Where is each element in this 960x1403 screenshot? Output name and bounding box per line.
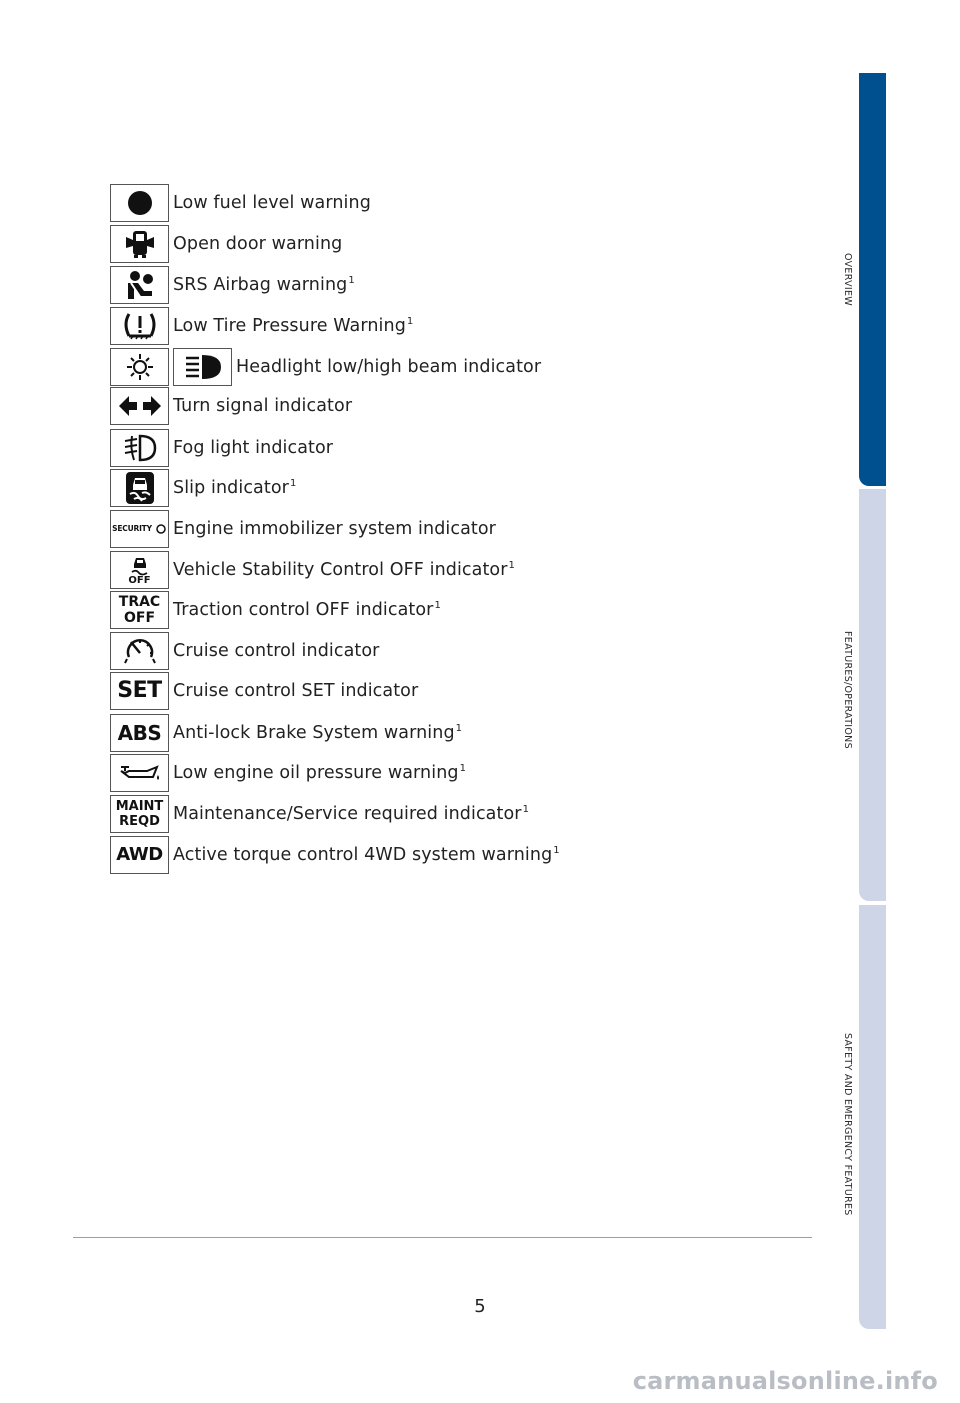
- indicator-row-awd: [110, 836, 560, 874]
- slip-icon: [110, 469, 169, 507]
- srs-airbag-icon: [110, 266, 169, 304]
- page-number: 5: [474, 1296, 486, 1317]
- tab-safety-emergency[interactable]: [842, 905, 886, 1329]
- tab-features-operations[interactable]: [842, 489, 886, 901]
- tab-overview[interactable]: [842, 73, 886, 486]
- indicator-label: Low Tire Pressure Warning$^1$: [173, 316, 414, 336]
- indicator-label: Turn signal indicator: [173, 396, 353, 416]
- indicator-row-fog-light: [110, 429, 334, 467]
- indicator-label: Headlight low/high beam indicator: [236, 357, 542, 377]
- indicator-row-trac-off: [110, 591, 441, 629]
- indicator-row-srs-airbag: [110, 266, 355, 304]
- turn-signal-icon: [110, 387, 169, 425]
- indicator-label: SRS Airbag warning$^1$: [173, 275, 355, 295]
- indicator-label: Traction control OFF indicator$^1$: [173, 600, 441, 620]
- tab-label: FEATURES/OPERATIONS: [842, 631, 853, 749]
- sun-light-icon: [110, 348, 169, 386]
- indicator-row-slip: [110, 469, 296, 507]
- fog-light-icon: [110, 429, 169, 467]
- vsc-off-icon: OFF: [110, 551, 169, 589]
- headlight-icon: [173, 348, 232, 386]
- indicator-row-open-door: [110, 225, 343, 263]
- tire-pressure-icon: [110, 307, 169, 345]
- open-door-icon: [110, 225, 169, 263]
- indicator-label: Open door warning: [173, 234, 343, 254]
- indicator-row-vsc-off: [110, 551, 515, 589]
- indicator-row-tire-pressure: [110, 307, 413, 345]
- indicator-row-headlight: [110, 348, 542, 386]
- cruise-set-icon: SET: [110, 672, 169, 710]
- indicator-row-oil-pressure: [110, 754, 466, 792]
- indicator-row-low-fuel: [110, 184, 372, 222]
- oil-pressure-icon: [110, 754, 169, 792]
- cruise-icon: [110, 632, 169, 670]
- maint-reqd-icon: MAINT REQD: [110, 795, 169, 833]
- indicator-row-security: [110, 510, 497, 548]
- indicator-label: Low engine oil pressure warning$^1$: [173, 763, 467, 783]
- indicator-label: Low fuel level warning: [173, 193, 371, 213]
- awd-icon: AWD: [110, 836, 169, 874]
- abs-icon: ABS: [110, 714, 169, 752]
- indicator-label: Slip indicator$^1$: [173, 478, 297, 498]
- security-icon: SECURITY: [110, 510, 169, 548]
- trac-off-icon: TRAC OFF: [110, 591, 169, 629]
- tab-label: SAFETY AND EMERGENCY FEATURES: [842, 1033, 853, 1216]
- low-fuel-icon: [110, 184, 169, 222]
- watermark: carmanualsonline.info: [632, 1367, 938, 1395]
- indicator-row-cruise: [110, 632, 380, 670]
- indicator-label: Engine immobilizer system indicator: [173, 519, 496, 539]
- indicator-label: Active torque control 4WD system warning$^1$: [173, 845, 560, 865]
- indicator-label: Cruise control SET indicator: [173, 681, 419, 701]
- indicator-label: Vehicle Stability Control OFF indicator$^1$: [173, 560, 516, 580]
- tab-label: OVERVIEW: [842, 253, 853, 306]
- indicator-row-cruise-set: [110, 672, 419, 710]
- indicator-label: Anti-lock Brake System warning$^1$: [173, 723, 463, 743]
- indicator-row-turn-signal: [110, 387, 353, 425]
- indicator-row-abs: [110, 714, 462, 752]
- footer-rule: [73, 1237, 812, 1238]
- indicator-label: Cruise control indicator: [173, 641, 380, 661]
- indicator-row-maint-reqd: [110, 795, 529, 833]
- indicator-label: Fog light indicator: [173, 438, 334, 458]
- indicator-label: Maintenance/Service required indicator$^1$: [173, 804, 530, 824]
